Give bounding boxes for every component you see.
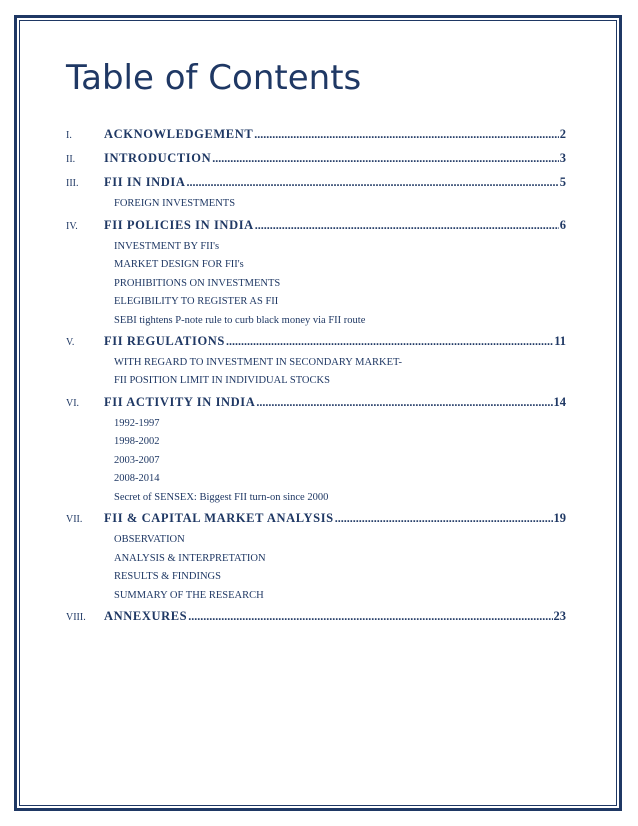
table-of-contents: [66, 127, 566, 633]
toc-subentry[interactable]: SEBI tightens P-note rule to curb black money via FII route: [114, 314, 366, 326]
toc-subentry[interactable]: 1998-2002: [114, 436, 160, 447]
toc-entry-number: I.: [66, 130, 72, 141]
toc-entry[interactable]: [66, 151, 566, 175]
toc-subentry[interactable]: 1992-1997: [114, 417, 160, 429]
toc-entry[interactable]: [66, 127, 566, 151]
toc-subentry[interactable]: 2003-2007: [114, 454, 160, 466]
page-title: Table of Contents: [66, 58, 362, 98]
toc-subentry[interactable]: RESULTS & FINDINGS: [114, 571, 221, 582]
toc-leader-dots: [255, 218, 559, 233]
toc-subentry[interactable]: FII POSITION LIMIT IN INDIVIDUAL STOCKS: [114, 375, 330, 386]
toc-entry-label: FII POLICIES IN INDIA: [104, 217, 254, 232]
toc-subentry[interactable]: INVESTMENT BY FII's: [114, 240, 220, 252]
toc-leader-dots: [335, 511, 553, 526]
toc-entry-page: 19: [553, 511, 566, 525]
toc-leader-dots: [256, 395, 552, 410]
toc-subentry[interactable]: PROHIBITIONS ON INVESTMENTS: [114, 277, 281, 289]
toc-subentries: [66, 195, 566, 214]
toc-entry[interactable]: [66, 609, 566, 633]
toc-entry-number: II.: [66, 154, 76, 165]
toc-subentry[interactable]: MARKET DESIGN FOR FII's: [114, 259, 244, 270]
toc-entry-number: VI.: [66, 397, 80, 409]
toc-entry-label: FII REGULATIONS: [104, 334, 225, 348]
toc-leader-dots: [212, 151, 559, 166]
toc-leader-dots: [226, 334, 553, 349]
toc-entry-number: VII.: [66, 514, 83, 525]
toc-entry-page: 23: [553, 609, 566, 623]
toc-subentry[interactable]: Secret of SENSEX: Biggest FII turn-on since 2000: [114, 491, 329, 503]
toc-entry-label: FII & CAPITAL MARKET ANALYSIS: [104, 511, 334, 525]
toc-entry-page: 5: [559, 175, 566, 189]
toc-leader-dots: [187, 175, 559, 190]
toc-entry-label: ACKNOWLEDGEMENT: [104, 127, 254, 141]
toc-subentry[interactable]: FOREIGN INVESTMENTS: [114, 198, 236, 209]
toc-entry-page: 3: [559, 151, 566, 165]
toc-subentry[interactable]: WITH REGARD TO INVESTMENT IN SECONDARY MARKET-: [114, 357, 402, 368]
toc-subentries: [66, 531, 566, 605]
toc-entry-number: III.: [66, 178, 79, 189]
toc-leader-dots: [254, 127, 558, 142]
toc-subentries: [66, 238, 566, 331]
toc-entry-page: 6: [559, 217, 566, 232]
toc-entry-number: V.: [66, 337, 75, 348]
toc-subentry[interactable]: ELEGIBILITY TO REGISTER AS FII: [114, 296, 279, 307]
toc-subentry[interactable]: 2008-2014: [114, 473, 160, 484]
toc-subentries: [66, 354, 566, 391]
toc-entry-number: VIII.: [66, 612, 86, 623]
toc-subentry[interactable]: OBSERVATION: [114, 534, 185, 545]
toc-entry-page: 11: [554, 334, 566, 348]
toc-subentry[interactable]: ANALYSIS & INTERPRETATION: [114, 552, 266, 564]
toc-entry-page: 2: [559, 127, 566, 141]
toc-entry-label: ANNEXURES: [104, 609, 188, 623]
toc-entry-number: IV.: [66, 220, 78, 232]
toc-leader-dots: [188, 609, 552, 624]
toc-entry-label: FII ACTIVITY IN INDIA: [104, 394, 256, 409]
toc-entry-page: 14: [553, 394, 566, 409]
toc-entry-label: FII IN INDIA: [104, 175, 186, 189]
toc-subentries: [66, 415, 566, 508]
toc-entry-label: INTRODUCTION: [104, 151, 212, 165]
toc-subentry[interactable]: SUMMARY OF THE RESEARCH: [114, 589, 264, 601]
